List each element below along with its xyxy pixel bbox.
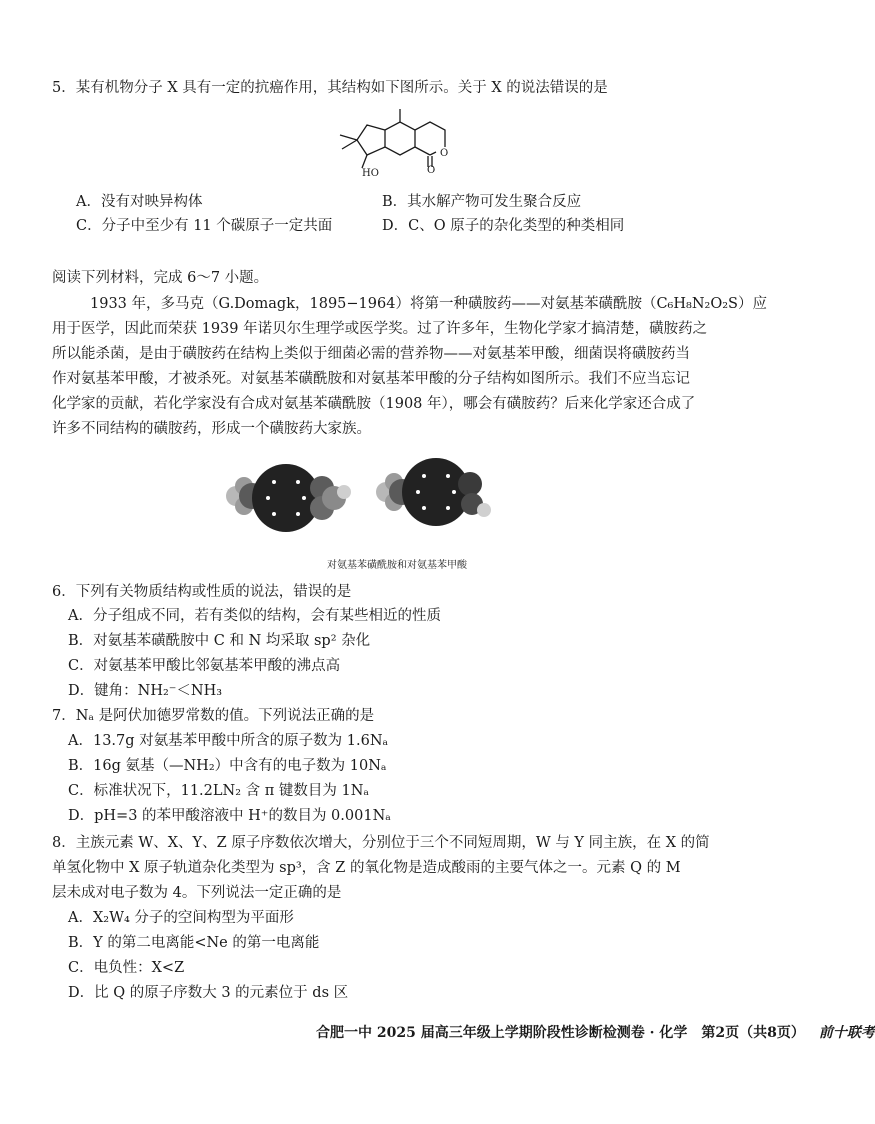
footer-brand: 前十联考 bbox=[818, 1025, 875, 1041]
footer-text: 合肥一中 2025 届高三年级上学期阶段性诊断检测卷 · 化学 第2页（共8页） bbox=[316, 1025, 805, 1041]
q8-stem: 层未成对电子数为 4。下列说法一定正确的是 bbox=[52, 885, 342, 901]
q8-option-d: D．比 Q 的原子序数大 3 的元素位于 ds 区 bbox=[68, 985, 349, 1001]
q7-option-c: C．标准状况下，11.2LN₂ 含 π 键数目为 1Nₐ bbox=[68, 783, 369, 799]
reading-line: 许多不同结构的磺胺药，形成一个磺胺药大家族。 bbox=[52, 421, 371, 437]
q5-option-b: B．其水解产物可发生聚合反应 bbox=[382, 194, 582, 210]
aminobenzoic-acid-model bbox=[372, 450, 502, 530]
q6-stem: 6．下列有关物质结构或性质的说法，错误的是 bbox=[52, 584, 352, 600]
q5-stem: 5．某有机物分子 X 具有一定的抗癌作用，其结构如下图所示。关于 X 的说法错误的是 bbox=[52, 80, 608, 96]
sulfanilamide-model bbox=[222, 458, 352, 538]
carbonyl-o-label: O bbox=[427, 165, 436, 176]
ho-label: HO bbox=[362, 168, 379, 179]
reading-line: 作对氨基苯甲酸，才被杀死。对氨基苯磺酰胺和对氨基苯甲酸的分子结构如图所示。我们不应当忘记 bbox=[52, 371, 690, 387]
q5-option-d: D．C、O 原子的杂化类型的种类相同 bbox=[382, 218, 625, 234]
q8-stem: 单氢化物中 X 原子轨道杂化类型为 sp³，含 Z 的氧化物是造成酸雨的主要气体之一。元素 Q 的 M bbox=[52, 860, 681, 876]
reading-line: 化学家的贡献，若化学家没有合成对氨基苯磺酰胺（1908 年），哪会有磺胺药？后来化学家还合成了 bbox=[52, 396, 696, 412]
q7-option-d: D．pH=3 的苯甲酸溶液中 H⁺的数目为 0.001Nₐ bbox=[68, 808, 391, 824]
q8-option-c: C．电负性：X<Z bbox=[68, 960, 185, 976]
q5-option-c: C．分子中至少有 11 个碳原子一定共面 bbox=[76, 218, 333, 234]
molecule-caption: 对氨基苯磺酰胺和对氨基苯甲酸 bbox=[327, 560, 467, 571]
page-footer bbox=[316, 1022, 875, 1042]
ring-o-label: O bbox=[440, 148, 449, 159]
reading-line: 1933 年，多马克（G.Domagk，1895−1964）将第一种磺胺药——对氨基苯磺酰胺（C₆H₈N₂O₂S）应 bbox=[90, 296, 767, 312]
q5-option-a: A．没有对映异构体 bbox=[76, 194, 203, 210]
q8-stem: 8．主族元素 W、X、Y、Z 原子序数依次增大，分别位于三个不同短周期，W 与 Y 同主族，在 X 的简 bbox=[52, 835, 710, 851]
q7-option-b: B．16g 氨基（—NH₂）中含有的电子数为 10Nₐ bbox=[68, 758, 387, 774]
reading-line: 所以能杀菌，是由于磺胺药在结构上类似于细菌必需的营养物——对氨基苯甲酸，细菌误将磺胺药当 bbox=[52, 346, 690, 362]
reading-line: 用于医学，因此而荣获 1939 年诺贝尔生理学或医学奖。过了许多年，生物化学家才搞清楚，磺胺药之 bbox=[52, 321, 708, 337]
q6-option-c: C．对氨基苯甲酸比邻氨基苯甲酸的沸点高 bbox=[68, 658, 341, 674]
q8-option-a: A．X₂W₄ 分子的空间构型为平面形 bbox=[68, 910, 294, 926]
benzene-ring bbox=[385, 122, 415, 155]
q7-option-a: A．13.7g 对氨基苯甲酸中所含的原子数为 1.6Nₐ bbox=[68, 733, 389, 749]
reading-intro: 阅读下列材料，完成 6～7 小题。 bbox=[52, 270, 269, 286]
q6-option-a: A．分子组成不同，若有类似的结构，会有某些相近的性质 bbox=[68, 608, 441, 624]
q7-stem: 7．Nₐ 是阿伏加德罗常数的值。下列说法正确的是 bbox=[52, 708, 375, 724]
q6-option-d: D．键角：NH₂⁻＜NH₃ bbox=[68, 683, 223, 699]
q8-option-b: B．Y 的第二电离能<Ne 的第一电离能 bbox=[68, 935, 320, 951]
q6-option-b: B．对氨基苯磺酰胺中 C 和 N 均采取 sp² 杂化 bbox=[68, 633, 371, 649]
